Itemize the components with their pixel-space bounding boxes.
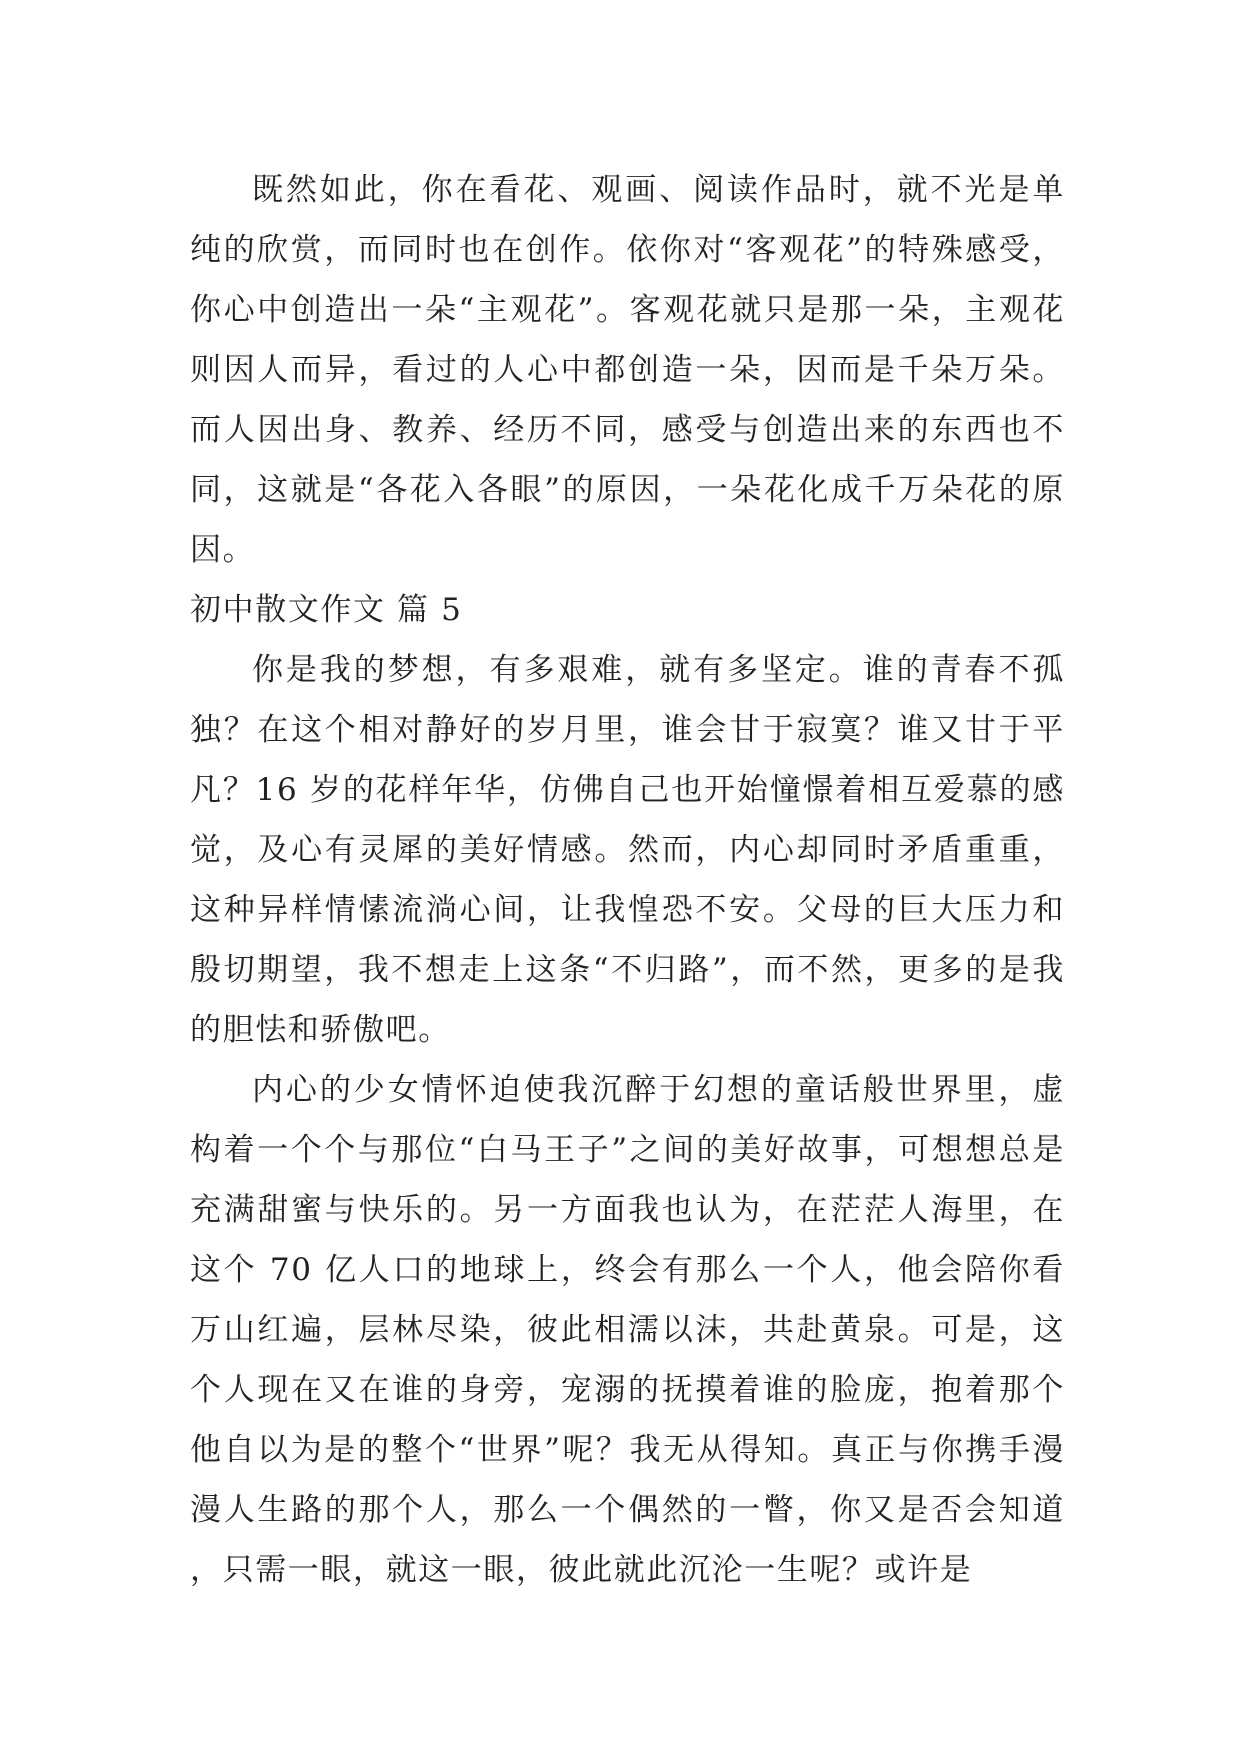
paragraph: 既然如此，你在看花、观画、阅读作品时，就不光是单纯的欣赏，而同时也在创作。依你对“客观花”的特殊感受，你心中创造出一朵“主观花”。客观花就只是那一朵，主观花则因人而异，看过的人心中都创造一朵，因而是千朵万朵。而人因出身、教养、经历不同，感受与创造出来的东西也不同，这就是“各花入各眼”的原因，一朵花化成千万朵花的原因。 bbox=[190, 172, 1065, 568]
paragraph: 内心的少女情怀迫使我沉醉于幻想的童话般世界里，虚构着一个个与那位“白马王子”之间的美好故事，可想想总是充满甜蜜与快乐的。另一方面我也认为，在茫茫人海里，在这个 70 亿人口的地球上，终会有那么一个人，他会陪你看万山红遍，层林尽染，彼此相濡以沫，共赴黄泉。可是，这个人现在又在谁的身旁，宠溺的抚摸着谁的脸庞，抱着那个他自以为是的整个“世界”呢？我无从得知。真正与你携手漫漫人生路的那个人，那么一个偶然的一瞥，你又是否会知道，只需一眼，就这一眼，彼此就此沉沦一生呢？或许是 bbox=[190, 1072, 1065, 1588]
document-body bbox=[190, 160, 1065, 1600]
section-heading: 初中散文作文 篇 5 bbox=[190, 592, 463, 628]
paragraph: 你是我的梦想，有多艰难，就有多坚定。谁的青春不孤独？在这个相对静好的岁月里，谁会甘于寂寞？谁又甘于平凡？16 岁的花样年华，仿佛自己也开始憧憬着相互爱慕的感觉，及心有灵犀的美好情感。然而，内心却同时矛盾重重，这种异样情愫流淌心间，让我惶恐不安。父母的巨大压力和殷切期望，我不想走上这条“不归路”，而不然，更多的是我的胆怯和骄傲吧。 bbox=[190, 652, 1065, 1048]
